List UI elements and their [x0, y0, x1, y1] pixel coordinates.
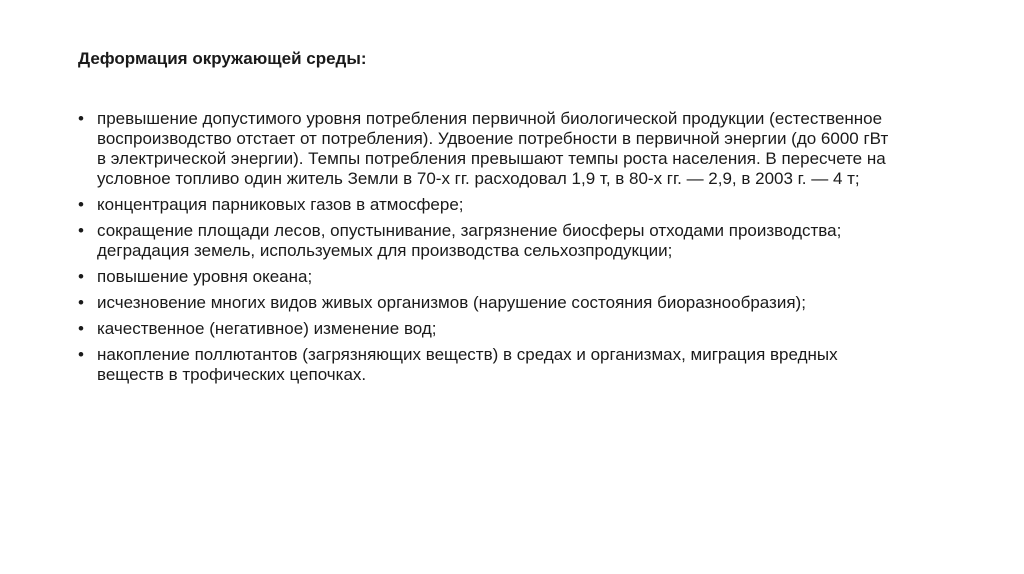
list-item: [78, 195, 898, 215]
list-item: [78, 267, 898, 287]
list-item-text: качественное (негативное) изменение вод;: [97, 319, 437, 338]
list-item-text: превышение допустимого уровня потребления первичной биологической продукции (естественное воспроизводство отстает от потребления). Удвоение потребности в первичной энергии (до 6000 гВт в электрической энергии). Темпы потребления превышают темпы роста населения. В пересчете на условное топливо один житель Земли в 70-х гг. расходовал 1,9 т, в 80-х гг. — 2,9, в 2003 г. — 4 т;: [97, 109, 889, 188]
bullet-icon: •: [78, 221, 84, 240]
list-item: [78, 319, 898, 339]
list-item-text: повышение уровня океана;: [97, 267, 313, 286]
list-item-text: концентрация парниковых газов в атмосфере;: [97, 195, 464, 214]
slide-title: Деформация окружающей среды:: [78, 49, 367, 68]
list-item-text: накопление поллютантов (загрязняющих веществ) в средах и организмах, миграция вредных веществ в трофических цепочках.: [97, 345, 838, 384]
list-item-text: исчезновение многих видов живых организмов (нарушение состояния биоразнообразия);: [97, 293, 806, 312]
bullet-icon: •: [78, 109, 84, 128]
list-item-text: сокращение площади лесов, опустынивание, загрязнение биосферы отходами производства; деградация земель, используемых для производства сельхозпродукции;: [97, 221, 842, 260]
bullet-icon: •: [78, 267, 84, 286]
list-item: [78, 345, 898, 385]
list-item: [78, 221, 898, 261]
list-item: [78, 293, 898, 313]
list-item: [78, 109, 898, 189]
bullet-icon: •: [78, 319, 84, 338]
bullet-icon: •: [78, 345, 84, 364]
bullet-icon: •: [78, 293, 84, 312]
bullet-icon: •: [78, 195, 84, 214]
bullet-list: [78, 109, 898, 391]
